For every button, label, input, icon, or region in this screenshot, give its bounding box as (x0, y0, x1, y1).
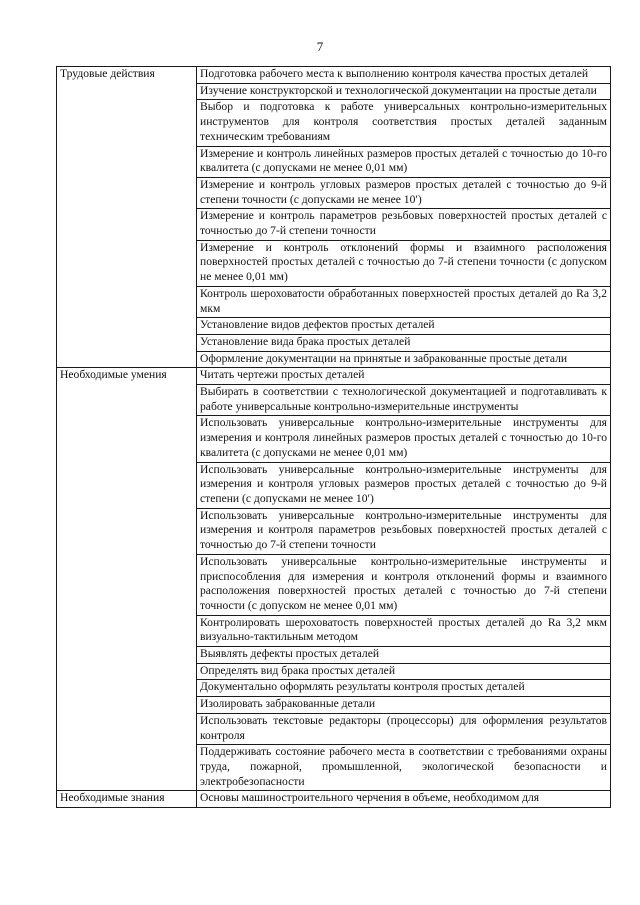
list-item: Установление видов дефектов простых деталей (197, 318, 611, 335)
list-item: Использовать универсальные контрольно-измерительные инструменты и приспособления для измерения и контроля отклонений формы и взаимного расположения поверхностей простых деталей с точностью до 7-й степени точности (с допуском не менее 0,01 мм) (197, 554, 611, 615)
list-item: Оформление документации на принятые и забракованные простые детали (197, 351, 611, 368)
list-item: Использовать текстовые редакторы (процессоры) для оформления результатов контроля (197, 713, 611, 744)
list-item: Определять вид брака простых деталей (197, 663, 611, 680)
list-item: Поддерживать состояние рабочего места в соответствии с требованиями охраны труда, пожарной, промышленной, экологической безопасности и электробезопасности (197, 745, 611, 791)
list-item: Использовать универсальные контрольно-измерительные инструменты для измерения и контроля параметров резьбовых поверхностей простых деталей с точностью до 7-й степени точности (197, 508, 611, 554)
table-row (57, 791, 611, 808)
list-item: Контроль шероховатости обработанных поверхностей простых деталей до Ra 3,2 мкм (197, 286, 611, 317)
list-item: Измерение и контроль линейных размеров простых деталей с точностью до 10-го квалитета (с допусками не менее 0,01 мм) (197, 146, 611, 177)
list-item: Изучение конструкторской и технологической документации на простые детали (197, 83, 611, 100)
list-item: Использовать универсальные контрольно-измерительные инструменты для измерения и контроля угловых размеров простых деталей с точностью до 9-й степени (с допусками не менее 10′) (197, 462, 611, 508)
list-item: Читать чертежи простых деталей (197, 368, 611, 385)
section-label-required-knowledge: Необходимые знания (57, 791, 197, 808)
list-item: Выбор и подготовка к работе универсальных контрольно-измерительных инструментов для контроля соответствия простых деталей заданным техническим требованиям (197, 100, 611, 146)
page-number: 7 (316, 39, 324, 54)
list-item: Измерение и контроль параметров резьбовых поверхностей простых деталей с точностью до 7-й степени точности (197, 209, 611, 240)
list-item: Выявлять дефекты простых деталей (197, 647, 611, 664)
section-label-labor-actions: Трудовые действия (57, 67, 197, 368)
list-item: Использовать универсальные контрольно-измерительные инструменты для измерения и контроля линейных размеров простых деталей с точностью до 10-го квалитета (с допусками не менее 0,01 мм) (197, 416, 611, 462)
table-row (57, 67, 611, 84)
list-item (197, 791, 611, 808)
list-item: Контролировать шероховатость поверхностей простых деталей до Ra 3,2 мкм визуально-тактильным методом (197, 615, 611, 646)
list-item: Измерение и контроль угловых размеров простых деталей с точностью до 9-й степени точности (с допусками не менее 10′) (197, 177, 611, 208)
list-item: Установление вида брака простых деталей (197, 334, 611, 351)
section-label-required-skills: Необходимые умения (57, 368, 197, 791)
list-item: Выбирать в соответствии с технологической документацией и подготавливать к работе универсальные контрольно-измерительные инструменты (197, 385, 611, 416)
requirements-table (56, 66, 611, 808)
list-item: Документально оформлять результаты контроля простых деталей (197, 680, 611, 697)
list-item: Подготовка рабочего места к выполнению контроля качества простых деталей (197, 67, 611, 84)
table-row (57, 368, 611, 385)
list-item: Изолировать забракованные детали (197, 697, 611, 714)
list-item: Измерение и контроль отклонений формы и взаимного расположения поверхностей простых деталей с точностью до 7-й степени точности (с допуском не менее 0,01 мм) (197, 240, 611, 286)
list-item-text: Основы машиностроительного черчения в объеме, необходимом для (200, 791, 540, 805)
